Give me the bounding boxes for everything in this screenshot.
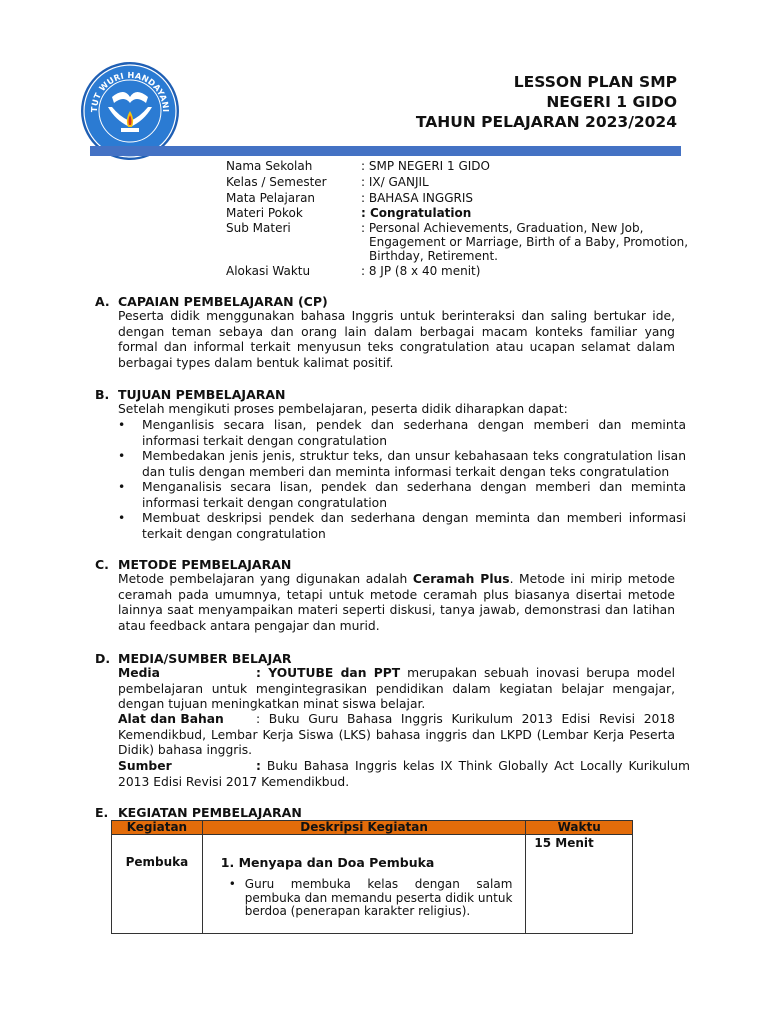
document-title-line-1: LESSON PLAN SMP [513,73,677,91]
section-a-number: A. [95,294,110,309]
section-c-text [118,572,675,635]
section-b-heading [95,387,286,402]
list-item-text: Membuat deskripsi pendek dan sederhana dengan meminta dan memberi informasi terkait dengan congratulation [142,511,686,541]
activity-duration: 15 Menit [534,836,594,850]
bullet-icon: • [118,480,126,494]
section-d-source [118,759,690,790]
media-label: Media [118,666,160,680]
list-item [229,878,513,919]
bullet-icon: • [118,418,126,432]
info-label-time: Alokasi Waktu [226,264,311,278]
section-a-text: Peserta didik menggunakan bahasa Inggris untuk berinteraksi dan saling bertukar ide, dengan teman sebaya dan orang lain dalam berbagai macam konteks familiar yang formal dan informal terkait menyusun teks congratulation atau ucapan selamat dalam berbagai types dalam bentuk kalimat positif. [118,309,675,371]
section-a-heading [95,294,328,309]
info-value-subtopic-line-1: : Personal Achievements, Graduation, New Job, [361,221,644,235]
info-label-subject: Mata Pelajaran [226,191,316,205]
column-header-waktu: Waktu [526,821,633,835]
bullet-icon: • [118,511,126,525]
list-item-text: Menganalisis secara lisan, pendek dan sederhana dengan memberi dan meminta informasi terkait dengan congratulation [142,480,686,510]
section-c-method-name: Ceramah Plus [412,572,510,586]
section-d-number: D. [95,651,111,666]
info-label-topic: Materi Pokok [226,206,303,220]
info-value-subtopic-line-3: Birthday, Retirement. [369,249,498,263]
section-b-number: B. [95,387,110,402]
logo-text: TUT WURI HANDAYANI [88,69,172,113]
source-text: Buku Bahasa Inggris kelas IX Think Globally Act Locally Kurikulum 2013 Edisi Revisi 2017 Kemendikbud. [118,759,690,789]
step-title: 1. Menyapa dan Doa Pembuka [220,855,435,870]
activities-table [111,820,633,934]
section-c-number: C. [95,557,109,572]
section-e-heading [95,805,302,820]
section-d-title: MEDIA/SUMBER BELAJAR [118,651,292,666]
section-d-heading [95,651,292,666]
section-c-title: METODE PEMBELAJARAN [118,557,292,572]
media-text: merupakan sebuah inovasi berupa model pembelajaran untuk mengintegrasikan pendidikan dalam kegiatan belajar mengajar, dengan tujuan meningkatkan minat siswa belajar. [118,666,675,712]
source-colon: : [256,759,261,773]
info-value-subject: : BAHASA INGGRIS [361,191,474,205]
section-d-media [118,666,675,713]
section-b-title: TUJUAN PEMBELAJARAN [118,387,286,402]
column-header-deskripsi: Deskripsi Kegiatan [202,821,526,835]
section-e-title: KEGIATAN PEMBELAJARAN [118,805,302,820]
section-d-tools [118,712,675,759]
info-label-subtopic: Sub Materi [226,221,291,235]
table-row [112,835,633,934]
section-c-heading [95,557,291,572]
section-b-intro: Setelah mengikuti proses pembelajaran, peserta didik diharapkan dapat: [118,402,568,416]
section-c-text-pre: Metode pembelajaran yang digunakan adalah [118,572,413,586]
tools-text: : Buku Guru Bahasa Inggris Kurikulum 2013 Edisi Revisi 2018 Kemendikbud, Lembar Kerja Siswa (LKS) bahasa inggris dan LKPD (Lembar Kerja Peserta Didik) bahasa inggris. [118,712,675,758]
tools-label: Alat dan Bahan [118,712,224,726]
info-value-school: : SMP NEGERI 1 GIDO [361,159,490,173]
media-value: : YOUTUBE dan PPT [256,666,401,680]
header-divider-bar [90,146,681,156]
bullet-icon: • [228,877,236,891]
cell-deskripsi [202,835,526,934]
table-header-row [112,821,633,835]
source-label: Sumber [118,759,172,773]
info-value-topic: : Congratulation [361,206,472,220]
document-title-line-3: TAHUN PELAJARAN 2023/2024 [415,113,677,131]
info-label-school: Nama Sekolah [226,159,313,173]
cell-waktu [526,835,633,934]
section-c-text-post: . Metode ini mirip metode ceramah pada umumnya, tetapi untuk metode ceramah plus biasanya disertai metode lainnya saat menyampaikan materi seperti diskusi, tanya jawab, demonstrasi dan latihan atau feedback antara pengajar dan murid. [118,572,675,634]
step-description: Guru membuka kelas dengan salam pembuka dan memandu peserta didik untuk berdoa (penerapan karakter religius). [244,877,513,918]
bullet-icon: • [118,449,126,463]
info-value-class: : IX/ GANJIL [361,175,429,189]
info-value-time: : 8 JP (8 x 40 menit) [361,264,481,278]
list-item-text: Menganlisis secara lisan, pendek dan sederhana dengan memberi dan meminta informasi terkait dengan congratulation [142,418,686,448]
section-a-title: CAPAIAN PEMBELAJARAN (CP) [118,294,328,309]
info-label-class: Kelas / Semester [226,175,327,189]
column-header-kegiatan: Kegiatan [112,821,203,835]
cell-kegiatan [112,835,203,934]
document-title-line-2: NEGERI 1 GIDO [546,93,677,111]
section-e-number: E. [95,805,109,820]
info-value-subtopic-line-2: Engagement or Marriage, Birth of a Baby, Promotion, [369,235,689,249]
activity-name: Pembuka [125,855,189,869]
list-item-text: Membedakan jenis jenis, struktur teks, dan unsur kebahasaan teks congratulation lisan dan tulis dengan memberi dan meminta informasi terkait dengan teks congratulation [142,449,686,479]
